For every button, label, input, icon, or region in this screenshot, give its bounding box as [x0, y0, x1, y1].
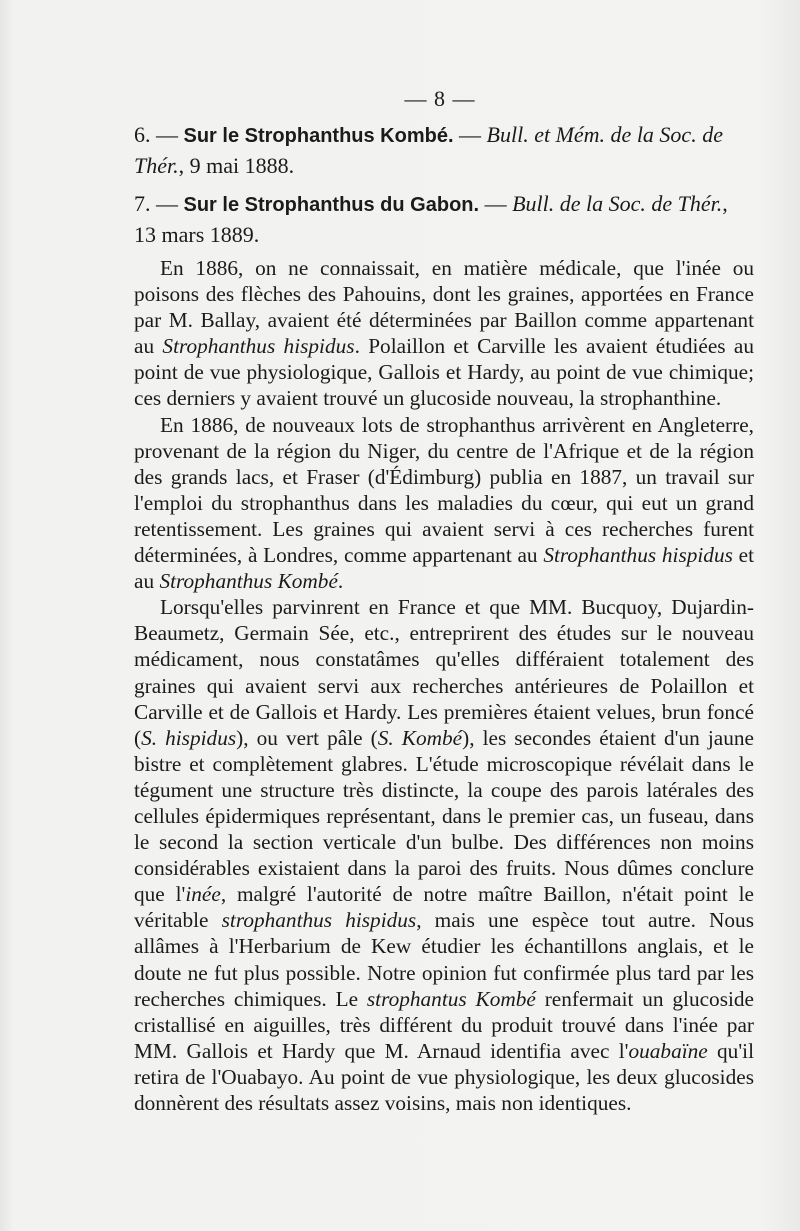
reference-date: , 13 mars 1889. [134, 191, 728, 247]
paragraph: En 1886, on ne connaissait, en matière médicale, que l'inée ou poisons des flèches des Pahouins, dont les graines, apportées en France par M. Ballay, avaient été déterminées par Baillon comme appartenant au Strophanthus hispidus. Polaillon et Carville les avaient étudiées au point de vue physiologique, Gallois et Hardy, au point de vue chimique; ces derniers y avaient trouvé un glucoside nouveau, la strophanthine. [134, 256, 754, 411]
page-number: — 8 — [404, 86, 476, 111]
reference-item [134, 120, 754, 180]
paragraph: Lorsqu'elles parvinrent en France et que MM. Bucquoy, Dujardin-Beaumetz, Germain Sée, etc., entreprirent des études sur le nouveau médicament, nous constatâmes qu'elles différaient totalement des graines qui avaient servi aux recherches antérieures de Polaillon et Carville et de Gallois et Hardy. Les premières étaient velues, brun foncé (S. hispidus), ou vert pâle (S. Kombé), les secondes étaient d'un jaune bistre et complètement glabres. L'étude microscopique révélait dans le tégument une structure très distincte, la coupe des parois latérales des cellules épidermiques représentant, dans le premier cas, un fuseau, dans le second la section verticale d'un bulbe. Des différences non moins considérables existaient dans la paroi des fruits. Nous dûmes conclure que l'inée, malgré l'autorité de notre maître Baillon, n'était point le véritable strophanthus hispidus, mais une espèce tout autre. Nous allâmes à l'Herbarium de Kew étudier les échantillons anglais, et le doute ne fut plus possible. Notre opinion fut confirmée plus tard par les recherches chimiques. Le strophantus Kombé renfermait un glucoside cristallisé en aiguilles, très différent du produit trouvé dans l'inée par MM. Gallois et Hardy que M. Arnaud identifia avec l'ouabaïne qu'il retira de l'Ouabayo. Au point de vue physiologique, les deux glucosides donnèrent des résultats assez voisins, mais non identiques. [134, 595, 755, 1115]
reference-source: Bull. de la Soc. de Thér. [512, 191, 723, 216]
body-text [134, 255, 754, 1116]
reference-number: 7. — [134, 191, 184, 216]
reference-title: Sur le Strophanthus Kombé. [183, 125, 454, 147]
reference-separator: — [453, 122, 487, 147]
paragraph: En 1886, de nouveaux lots de strophanthus arrivèrent en Angleterre, provenant de la région du Niger, du centre de l'Afrique et de la région des grands lacs, et Fraser (d'Édimburg) publia en 1887, un travail sur l'emploi du strophanthus dans les maladies du cœur, qui eut un grand retentissement. Les graines qui avaient servi à ces recherches furent déterminées, à Londres, comme appartenant au Strophanthus hispidus et au Strophanthus Kombé. [134, 412, 754, 594]
reference-list [134, 120, 754, 258]
reference-number: 6. — [134, 122, 184, 147]
reference-item [134, 189, 754, 249]
reference-separator: — [479, 191, 513, 216]
reference-title: Sur le Strophanthus du Gabon. [183, 194, 480, 216]
reference-date: , 9 mai 1888. [178, 153, 295, 178]
reference-source: Bull. et Mém. de la Soc. de Thér. [134, 122, 723, 178]
